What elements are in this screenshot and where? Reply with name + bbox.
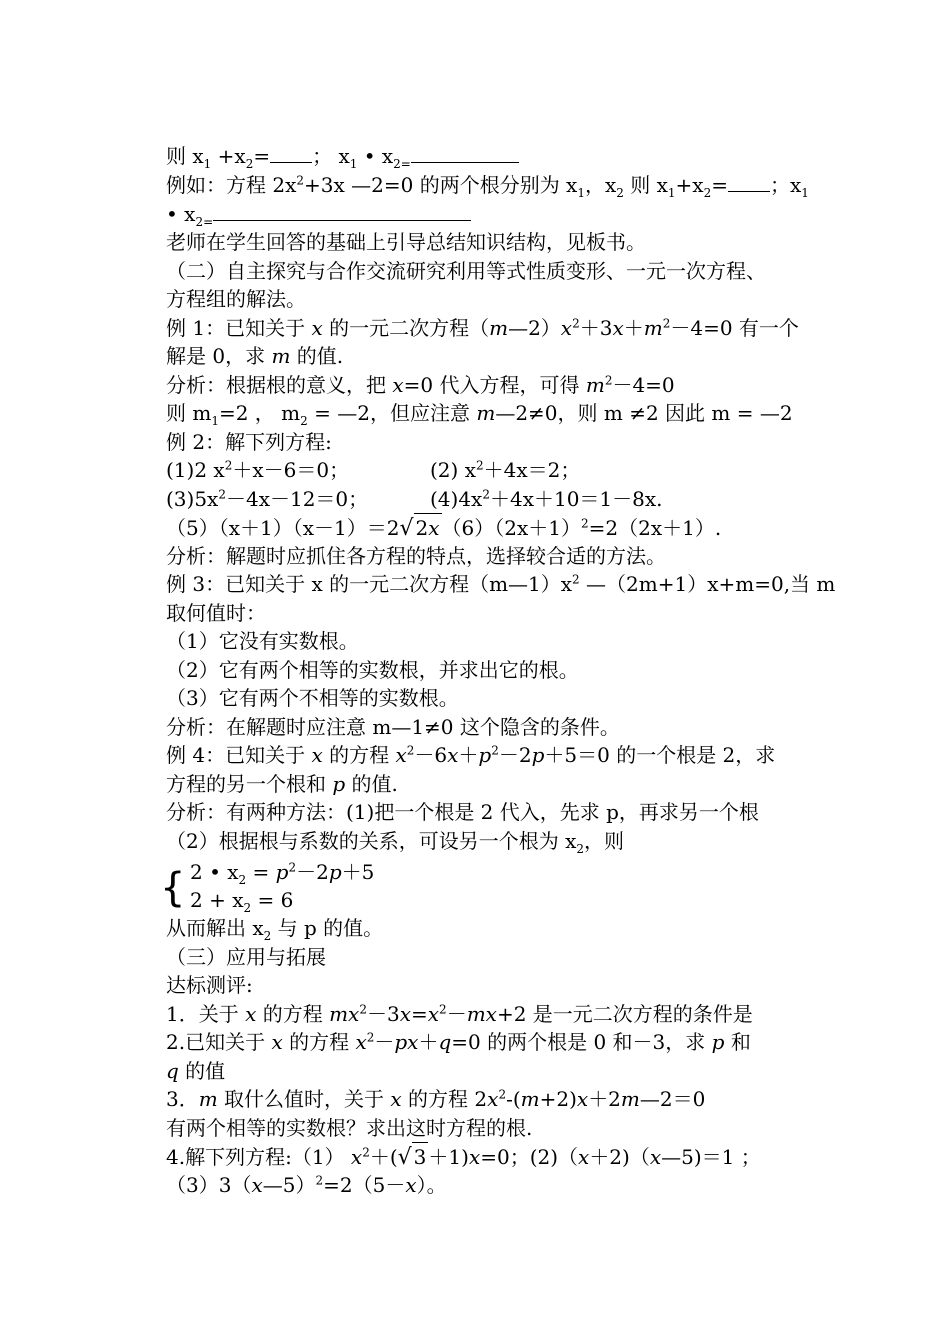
line-24: 分析：有两种方法：(1)把一个根是 2 代入，先求 p，再求另一个根: [166, 800, 759, 824]
line-5: （二）自主探究与合作交流研究利用等式性质变形、一元一次方程、: [166, 259, 766, 283]
line-25: （2）根据根与系数的关系，可设另一个根为 $x_2$，则: [166, 829, 625, 856]
line-29: 达标测评:: [166, 973, 253, 997]
line-4: 老师在学生回答的基础上引导总结知识结构，见板书。: [166, 230, 646, 254]
sqrt-symbol: √: [397, 1145, 412, 1170]
line-12: (1)2 $x^2+x-6=0$；: [166, 458, 350, 482]
line-21: 分析：在解题时应注意 m—1≠0 这个隐含的条件。: [166, 715, 620, 739]
sqrt-symbol: √: [399, 516, 414, 541]
line-13-col2: $(4)4x^2+4x+10=1-8x$.: [430, 487, 663, 511]
line-11: 例 2：解下列方程:: [166, 430, 332, 454]
line-34: 有两个相等的实数根？求出这时方程的根.: [166, 1116, 533, 1140]
line-35: 4.解下列方程:（1） $x^2+(√$ 3 ＋1)x=0；(2)（x＋2)（x—5)＝1 ；: [166, 1142, 761, 1172]
system-equation-2: $2 + x_2 = 6$: [190, 888, 294, 915]
answer-blank: [213, 200, 471, 221]
line-22: 例 4：已知关于 x 的方程 $x^2-6x+p^2-2p+5=0$ 的一个根是 2，求: [166, 743, 776, 767]
system-equation-1: 2 • $x_2 = p^2-2p+5$: [190, 860, 375, 887]
line-33: 3．m 取什么值时，关于 x 的方程 $2x^2-(m+2)x+2m—2=0$: [166, 1087, 706, 1111]
line-30: 1．关于 x 的方程 $mx^2-3x=x^2-mx+2$ 是一元二次方程的条件是: [166, 1002, 753, 1026]
line-18: （1）它没有实数根。: [166, 629, 359, 653]
line-28: （三）应用与拓展: [166, 945, 326, 969]
line-1: 则 $x_1 +x_2=$ ； $x_1$ • $x_{2=}$: [166, 142, 519, 170]
line-27: 从而解出 $x_2$ 与 p 的值。: [166, 916, 384, 943]
line-10: 则 $m_1=2$ ， $m_2$ = —2，但应注意 m—2≠0，则 m ≠2 因此 m = —2: [166, 401, 793, 428]
answer-blank: [728, 171, 770, 192]
line-17: 取何值时：: [166, 601, 266, 625]
system-brace: {: [160, 865, 186, 911]
line-15: 分析：解题时应抓住各方程的特点，选择较合适的方法。: [166, 544, 666, 568]
line-23: 方程的另一个根和 p 的值.: [166, 772, 398, 796]
line-32: q 的值: [166, 1059, 226, 1083]
answer-blank: [270, 142, 312, 163]
line-9: 分析：根据根的意义，把 x=0 代入方程，可得 $m^2-4=0$: [166, 373, 675, 397]
line-31: 2.已知关于 x 的方程 $x^2-px+q=0$ 的两个根是 0 和－3，求 p 和: [166, 1030, 751, 1054]
line-8: 解是 0，求 m 的值.: [166, 344, 344, 368]
line-7: 例 1：已知关于 x 的一元二次方程$(m—2)x^2+3x+m^2-4=0$ 有一个: [166, 316, 799, 340]
line-14: （5）（x＋1）（x－1）＝2√ 2x $(6)(2x+1)^2=2(2x+1)$.: [166, 513, 721, 543]
line-13: $(3)5x^2-4x-12=0$；: [166, 487, 369, 511]
line-3: • $x_{2=}$: [166, 200, 471, 228]
line-12-col2: (2) $x^2+4x=2$；: [430, 458, 581, 482]
answer-blank: [411, 142, 519, 163]
line-2: 例如：方程 $2x^2+3x$ —2=0 的两个根分别为 $x_1$，$x_2$ 则 $x_1+x_2=$ ；$x_1$: [166, 173, 809, 200]
line-19: （2）它有两个相等的实数根，并求出它的根。: [166, 658, 579, 682]
line-20: （3）它有两个不相等的实数根。: [166, 686, 459, 710]
line-6: 方程组的解法。: [166, 287, 306, 311]
line-36: （3）3（x—5）$^2$=2（5－x）。: [166, 1173, 447, 1197]
line-16: 例 3：已知关于 x 的一元二次方程$(m—1)x^2$ —（2m+1）x+m=0,当 m: [166, 572, 836, 596]
